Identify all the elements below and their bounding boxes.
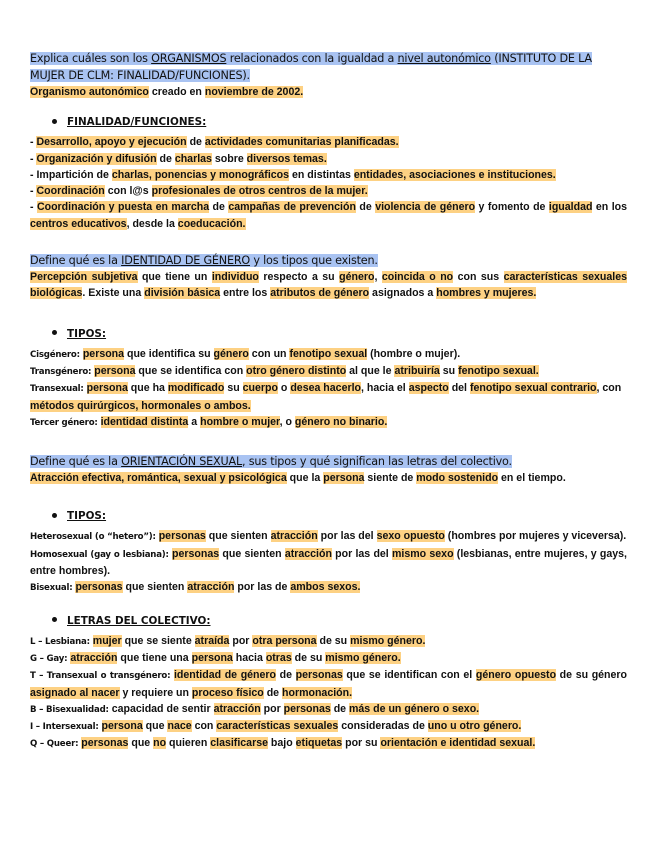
text-segment: género [213, 347, 249, 360]
tipos-orientacion-list [30, 528, 627, 596]
text-segment: modificado [167, 382, 225, 395]
text-segment: , desde la [126, 217, 178, 230]
text-segment: actividades comunitarias planificadas. [204, 136, 399, 149]
text-segment: atracción [284, 547, 332, 560]
text-segment: atracción [70, 651, 118, 664]
item-label: Cisgénero: [30, 349, 80, 360]
text-segment: centros educativos [30, 217, 127, 230]
question-orientacion: Define qué es la ORIENTACIÓN SEXUAL, sus tipos y qué significan las letras del colectivo. [30, 455, 512, 469]
text-segment: características sexuales [216, 720, 339, 733]
text-segment: identidad de género [173, 669, 277, 682]
text-segment: en los [592, 201, 628, 214]
text-segment: (hombres por mujeres y viceversa). [444, 530, 627, 543]
text-segment: identidad distinta [100, 415, 189, 428]
text-segment: campañas de prevención [228, 201, 356, 214]
item-label: Transgénero: [30, 366, 92, 377]
text-segment: persona [323, 472, 365, 485]
finalidad-list [30, 134, 627, 232]
text-segment: modo sostenido [416, 472, 499, 485]
text-segment: que se identifica con [135, 364, 247, 377]
text-segment: a [188, 415, 201, 428]
text-segment: atracción [187, 581, 235, 594]
text-segment: personas [81, 737, 129, 750]
text-segment: y fomento de [475, 201, 549, 214]
text-segment: mismo género. [350, 634, 426, 647]
text-segment: (lesbianas, entre mujeres, y gays, entre hombres). [30, 547, 627, 578]
text-segment: charlas, ponencias y monográficos [111, 168, 290, 181]
text-segment: igualdad [548, 201, 593, 214]
text-segment: Percepción subjetiva [30, 271, 138, 284]
list-item [30, 167, 627, 183]
text-segment: violencia de género [375, 201, 476, 214]
text-segment: de [355, 201, 376, 214]
text-segment: que identifica su [124, 347, 214, 360]
text-segment: - [30, 201, 37, 214]
text-segment: que se siente [121, 634, 195, 647]
list-item [30, 633, 627, 650]
text-segment: - [30, 185, 37, 198]
item-label: L – Lesbiana: [30, 636, 90, 647]
text-segment: - [30, 136, 37, 149]
text-segment: orientación e identidad sexual. [380, 737, 536, 750]
question-organismos: Explica cuáles son los ORGANISMOS relacionados con la igualdad a nivel autonómico (INSTITUTO DE LA MUJER DE CLM: FINALIDAD/FUNCIONES). [30, 52, 592, 82]
text-segment: género [339, 271, 375, 284]
list-item [30, 380, 627, 414]
text-segment: que [142, 720, 168, 733]
text-segment: proceso físico [191, 686, 264, 699]
section-organismos [30, 50, 627, 100]
text-segment: nace [167, 720, 192, 733]
text-segment: Desarrollo, apoyo y ejecución [36, 136, 187, 149]
list-item [30, 650, 627, 667]
text-segment: etiquetas [295, 737, 343, 750]
text-segment: del [448, 382, 470, 395]
text-segment: de [209, 201, 229, 214]
text-segment: género no binario. [294, 415, 388, 428]
list-item [30, 183, 627, 199]
text-segment: persona [86, 382, 128, 395]
text-segment: que sienten [205, 530, 271, 543]
list-item [30, 414, 627, 431]
text-segment: profesionales de otros centros de la mujer. [151, 185, 368, 198]
item-label: G – Gay: [30, 653, 68, 664]
text-segment: bajo [267, 737, 296, 750]
text-segment: por [229, 634, 253, 647]
text-segment: (hombre o mujer). [367, 347, 461, 360]
text-segment: que sienten [122, 581, 188, 594]
text-segment: coincida o no [381, 271, 454, 284]
list-item [30, 346, 627, 363]
text-segment: asignados a [369, 287, 437, 300]
text-segment: que se identifican con el [342, 669, 476, 682]
text-segment: con [191, 720, 217, 733]
item-label: Heterosexual (o “hetero”): [30, 532, 156, 543]
item-label: Homosexual (gay o lesbiana): [30, 549, 169, 560]
list-item [30, 151, 627, 167]
item-label: I – Intersexual: [30, 722, 99, 733]
answer-identidad [30, 269, 627, 302]
text-segment: mujer [92, 634, 122, 647]
text-segment: asignado al nacer [30, 686, 120, 699]
text-segment: o [277, 382, 291, 395]
list-item [30, 363, 627, 380]
text-segment: consideradas de [338, 720, 428, 733]
text-segment: su [439, 364, 459, 377]
text-segment: en el tiempo. [498, 472, 566, 485]
text-segment: por su [342, 737, 381, 750]
text-segment: otras [265, 651, 292, 664]
text-segment: otra persona [252, 634, 317, 647]
text-segment: género opuesto [475, 669, 557, 682]
text-segment: otro género distinto [246, 364, 347, 377]
text-segment: - Impartición de [30, 168, 112, 181]
text-segment: uno u otro género. [427, 720, 522, 733]
text-segment: atracción [270, 530, 318, 543]
text-segment: hormonación. [282, 686, 353, 699]
bullet-tipos-identidad: TIPOS: [52, 326, 627, 342]
text-segment: Atracción efectiva, romántica, sexual y psicológica [30, 472, 287, 485]
text-segment: con l@s [104, 185, 152, 198]
text-segment: de [186, 136, 205, 149]
list-item [30, 528, 627, 545]
text-segment: sexo opuesto [376, 530, 445, 543]
list-item [30, 579, 627, 596]
list-item [30, 667, 627, 701]
text-segment: entre los [220, 287, 271, 300]
text-segment: , o [279, 415, 295, 428]
text-segment: que sienten [219, 547, 285, 560]
item-label: Transexual: [30, 384, 84, 395]
text-segment: división básica [144, 287, 221, 300]
text-segment: en distintas [289, 168, 354, 181]
text-segment: atraída [194, 634, 230, 647]
text-segment: fenotipo sexual. [458, 364, 539, 377]
text-segment: que tiene una [117, 651, 192, 664]
text-segment: que tiene un [137, 271, 212, 284]
bullet-finalidad: FINALIDAD/FUNCIONES: [52, 114, 627, 130]
text-segment: con un [248, 347, 290, 360]
text-segment: atracción [213, 702, 261, 715]
text-segment: . Existe una [82, 287, 145, 300]
list-item [30, 199, 627, 232]
text-segment: con sus [453, 271, 504, 284]
item-label: Bisexual: [30, 583, 73, 594]
list-item [30, 735, 627, 752]
text-segment: que la [286, 472, 324, 485]
text-segment: personas [158, 530, 206, 543]
text-segment: de [156, 152, 175, 165]
bullet-dot-icon [52, 330, 57, 335]
text-segment: características sexuales biológicas [30, 271, 628, 300]
text-segment: capacidad de sentir [108, 702, 214, 715]
text-segment: hombre o mujer [200, 415, 280, 428]
text-segment: de su [316, 634, 351, 647]
letras-list [30, 633, 627, 753]
bullet-dot-icon [52, 513, 57, 518]
list-item [30, 718, 627, 735]
tipos-identidad-list [30, 346, 627, 431]
text-segment: Coordinación [36, 185, 105, 198]
text-segment: , [374, 271, 382, 284]
bullet-letras: LETRAS DEL COLECTIVO: [52, 613, 627, 629]
text-segment: por las del [331, 547, 392, 560]
text-segment: por las de [234, 581, 291, 594]
answer-organismo: Organismo autonómico creado en noviembre de 2002. [30, 86, 304, 98]
bullet-dot-icon [52, 617, 57, 622]
text-segment: más de un género o sexo. [349, 702, 480, 715]
item-label: Tercer género: [30, 417, 98, 428]
text-segment: de [276, 669, 296, 682]
text-segment: sobre [211, 152, 247, 165]
text-segment: fenotipo sexual contrario [469, 382, 597, 395]
text-segment: hacia [232, 651, 266, 664]
text-segment: personas [295, 669, 343, 682]
text-segment: de su [291, 651, 326, 664]
text-segment: de su género [556, 669, 628, 682]
text-segment: siente de [364, 472, 417, 485]
text-segment: persona [101, 720, 143, 733]
text-segment: por [260, 702, 284, 715]
text-segment: atributos de género [270, 287, 370, 300]
text-segment: que ha [127, 382, 168, 395]
text-segment: coeducación. [177, 217, 246, 230]
bullet-tipos-orientacion: TIPOS: [52, 508, 627, 524]
question-identidad: Define qué es la IDENTIDAD DE GÉNERO y los tipos que existen. [30, 254, 378, 268]
text-segment: respecto a su [258, 271, 340, 284]
text-segment: hombres y mujeres. [436, 287, 537, 300]
text-segment: al que le [346, 364, 395, 377]
text-segment: - [30, 152, 37, 165]
text-segment: charlas [174, 152, 212, 165]
item-label: T – Transexual o transgénero: [30, 671, 171, 682]
text-segment: mismo género. [325, 651, 401, 664]
text-segment: persona [82, 347, 125, 360]
text-segment: atribuiría [394, 364, 440, 377]
text-segment: entidades, asociaciones e instituciones. [353, 168, 556, 181]
text-segment: su [224, 382, 243, 395]
item-label: Q – Queer: [30, 739, 79, 750]
text-segment: por las del [317, 530, 377, 543]
text-segment: quieren [166, 737, 211, 750]
list-item [30, 546, 627, 580]
text-segment: individuo [211, 271, 259, 284]
item-label: B – Bisexualidad: [30, 704, 109, 715]
list-item [30, 134, 627, 150]
text-segment: fenotipo sexual [289, 347, 368, 360]
text-segment: , con [596, 382, 622, 395]
text-segment: desea hacerlo [290, 382, 361, 395]
answer-orientacion [30, 470, 627, 486]
text-segment: ambos sexos. [290, 581, 361, 594]
text-segment: personas [172, 547, 220, 560]
text-segment: de [263, 686, 282, 699]
text-segment: clasificarse [210, 737, 268, 750]
bullet-dot-icon [52, 119, 57, 124]
text-segment: Organización y difusión [36, 152, 157, 165]
text-segment: y requiere un [119, 686, 192, 699]
text-segment: aspecto [408, 382, 449, 395]
text-segment: personas [283, 702, 331, 715]
text-segment: , hacia el [361, 382, 409, 395]
text-segment: persona [94, 364, 136, 377]
text-segment: Coordinación y puesta en marcha [36, 201, 210, 214]
text-segment: de [330, 702, 349, 715]
text-segment: personas [75, 581, 123, 594]
text-segment: diversos temas. [246, 152, 327, 165]
list-item [30, 701, 627, 718]
text-segment: persona [191, 651, 233, 664]
text-segment: que [128, 737, 154, 750]
text-segment: no [153, 737, 167, 750]
text-segment: métodos quirúrgicos, hormonales o ambos. [30, 399, 251, 412]
text-segment: mismo sexo [392, 547, 454, 560]
text-segment: cuerpo [242, 382, 278, 395]
